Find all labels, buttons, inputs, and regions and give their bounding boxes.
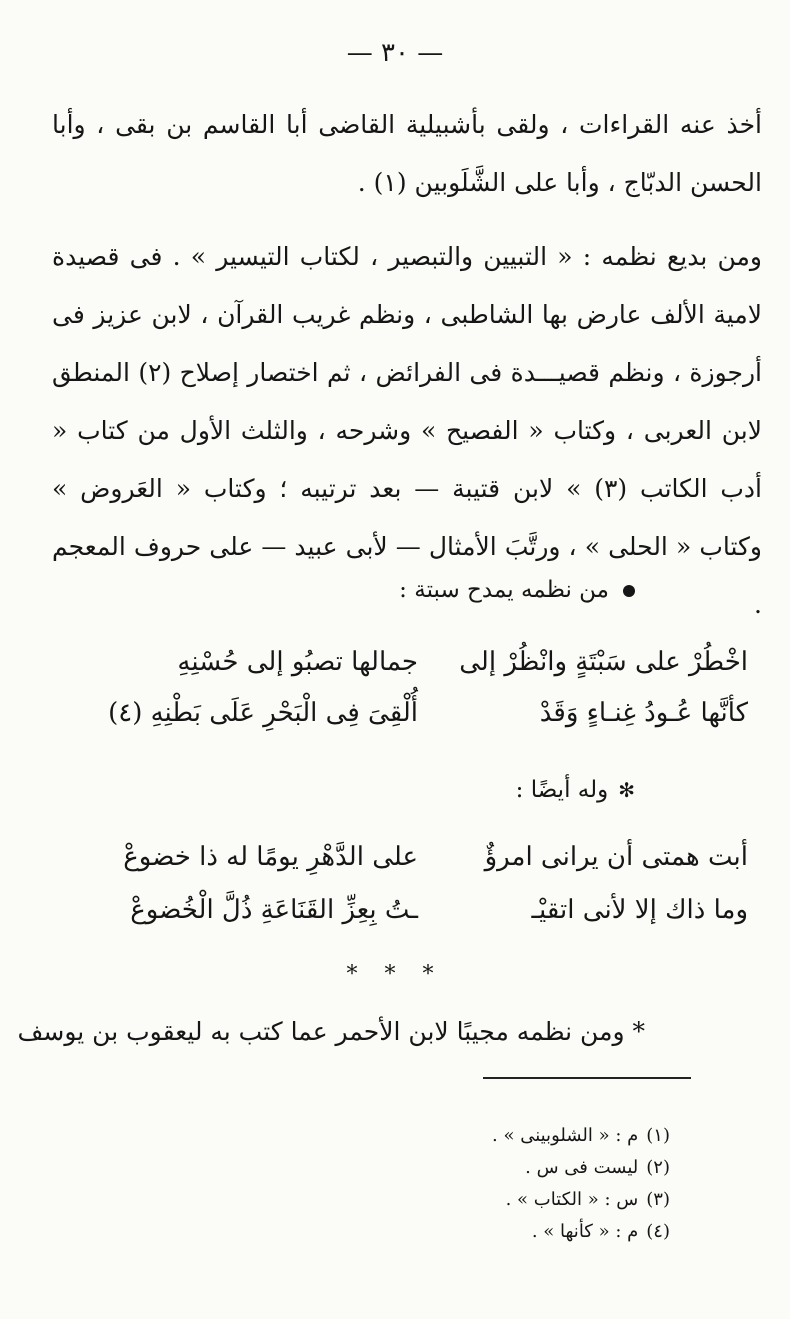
poem1-verse1-second-hemistich: جمالها تصبُو إلى حُسْنِهِ <box>177 647 418 677</box>
continuation-line: * ومن نظمه مجيبًا لابن الأحمر عما كتب به ليعقوب بن يوسف <box>17 1017 645 1046</box>
page-number: — ٣٠ — <box>346 38 444 68</box>
footnote-number: (٣) <box>646 1189 670 1210</box>
poem2-verse <box>38 885 748 935</box>
footnote-text: م : « كأنها » . <box>531 1221 639 1242</box>
poem1-verse1-first-hemistich: اخْطُرْ على سَبْتَةٍ وانْظُرْ إلى <box>459 647 748 677</box>
footnote-text: ليست فى س . <box>525 1157 639 1178</box>
footnotes <box>492 1120 670 1248</box>
footnote-item <box>492 1216 670 1248</box>
poem1-verse2-second-hemistich: أُلْقِىَ فِى الْبَحْرِ عَلَى بَطْنِهِ (٤) <box>108 698 418 728</box>
poem2-verse1-first-hemistich: أبت همتى أن يرانى امرؤٌ <box>484 842 748 872</box>
poem-heading-also <box>516 770 635 810</box>
poem-heading-sabta <box>399 570 635 610</box>
poem2-verse2-second-hemistich: ـتُ بِعِزِّ القَنَاعَةِ ذُلَّ الْخُضوعْ <box>130 895 418 925</box>
footnote-text: س : « الكتاب » . <box>505 1189 639 1210</box>
bullet-icon <box>623 585 635 597</box>
footnote-item <box>492 1152 670 1184</box>
asterisk-icon: ✻ <box>618 778 635 802</box>
footnote-rule <box>483 1077 691 1079</box>
footnote-number: (٢) <box>646 1157 670 1178</box>
poem1-verse <box>38 637 748 687</box>
footnote-item <box>492 1184 670 1216</box>
poem1-verse2-first-hemistich: كأنَّها عُـودُ غِنـاءٍ وَقَدْ <box>539 698 748 728</box>
footnote-text: م : « الشلوبينى » . <box>492 1125 639 1146</box>
poem-heading-sabta-text: من نظمه يمدح سبتة : <box>399 577 609 603</box>
poem1-verse <box>38 688 748 738</box>
paragraph-teachers: أخذ عنه القراءات ، ولقى بأشبيلية القاضى أبا القاسم بن بقى ، وأبا الحسن الدبّاج ، وأبا على الشَّلَوبين (١) . <box>52 110 762 197</box>
poem2-verse2-first-hemistich: وما ذاك إلا لأنى اتقيْـ <box>531 895 748 925</box>
poem-heading-also-text: وله أيضًا : <box>515 777 609 803</box>
footnote-number: (٤) <box>646 1221 670 1242</box>
footnote-number: (١) <box>646 1125 670 1146</box>
paragraph-works: ومن بديع نظمه : « التبيين والتبصير ، لكتاب التيسير » . فى قصيدة لامية الألف عارض بها الشاطبى ، ونظم غريب القرآن ، لابن عزيز فى أرجوزة ، ونظم قصيـــدة فى الفرائض ، ثم اختصار إصلاح (٢) المنطق لابن العربى ، وكتاب « الفصيح » وشرحه ، والثلث الأول من كتاب « أدب الكاتب (٣) » لابن قتيبة — بعد ترتيبه ؛ وكتاب « العَروض » وكتاب « الحلى » ، ورتَّبَ الأمثال — لأبى عبيد — على حروف المعجم . <box>52 242 762 619</box>
poem2-verse1-second-hemistich: على الدَّهْرِ يومًا له ذا خضوعْ <box>123 842 418 872</box>
section-separator: * * * <box>346 962 444 987</box>
poem2-verse <box>38 832 748 882</box>
footnote-item <box>492 1120 670 1152</box>
